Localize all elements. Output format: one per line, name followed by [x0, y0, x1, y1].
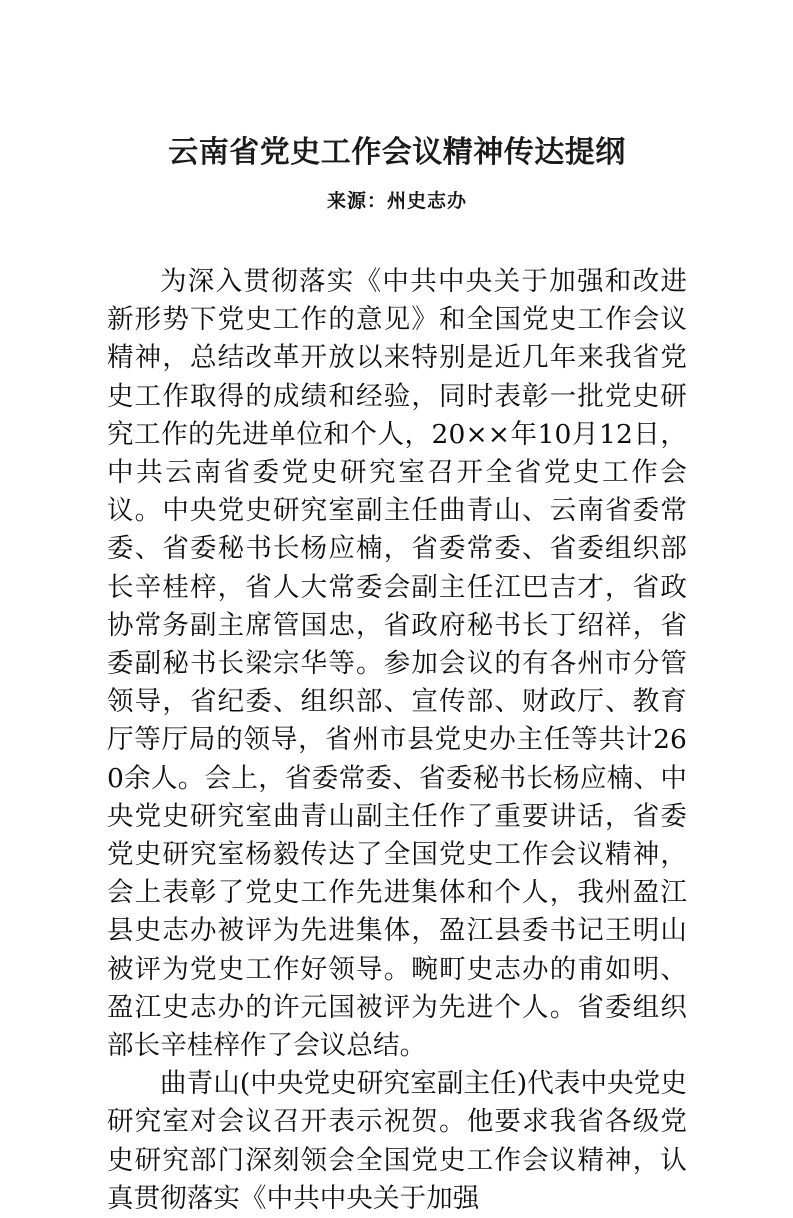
document-content [107, 215, 687, 1218]
document-text-column [107, 0, 687, 1218]
document-source-line: 来源：州史志办 [326, 190, 467, 212]
body-paragraph: 曲青山(中央党史研究室副主任)代表中央党史研究室对会议召开表示祝贺。他要求我省各级党史研究部门深刻领会全国党史工作会议精神，认真贯彻落实《中共中央关于加强 [107, 1068, 687, 1214]
body-paragraph: 为深入贯彻落实《中共中央关于加强和改进新形势下党史工作的意见》和全国党史工作会议精神，总结改革开放以来特别是近几年来我省党史工作取得的成绩和经验，同时表彰一批党史研究工作的先进单位和个人，20××年10月12日，中共云南省委党史研究室召开全省党史工作会议。中央党史研究室副主任曲青山、云南省委常委、省委秘书长杨应楠，省委常委、省委组织部长辛桂梓，省人大常委会副主任江巴吉才，省政协常务副主席管国忠，省政府秘书长丁绍祥，省委副秘书长梁宗华等。参加会议的有各州市分管领导，省纪委、组织部、宣传部、财政厅、教育厅等厅局的领导，省州市县党史办主任等共计260余人。会上，省委常委、省委秘书长杨应楠、中央党史研究室曲青山副主任作了重要讲话，省委党史研究室杨毅传达了全国党史工作会议精神，会上表彰了党史工作先进集体和个人，我州盈江县史志办被评为先进集体，盈江县委书记王明山被评为党史工作好领导。畹町史志办的甫如明、盈江史志办的许元国被评为先进个人。省委组织部长辛桂梓作了会议总结。 [107, 266, 687, 1062]
page-title: 云南省党史工作会议精神传达提纲 [168, 136, 626, 169]
